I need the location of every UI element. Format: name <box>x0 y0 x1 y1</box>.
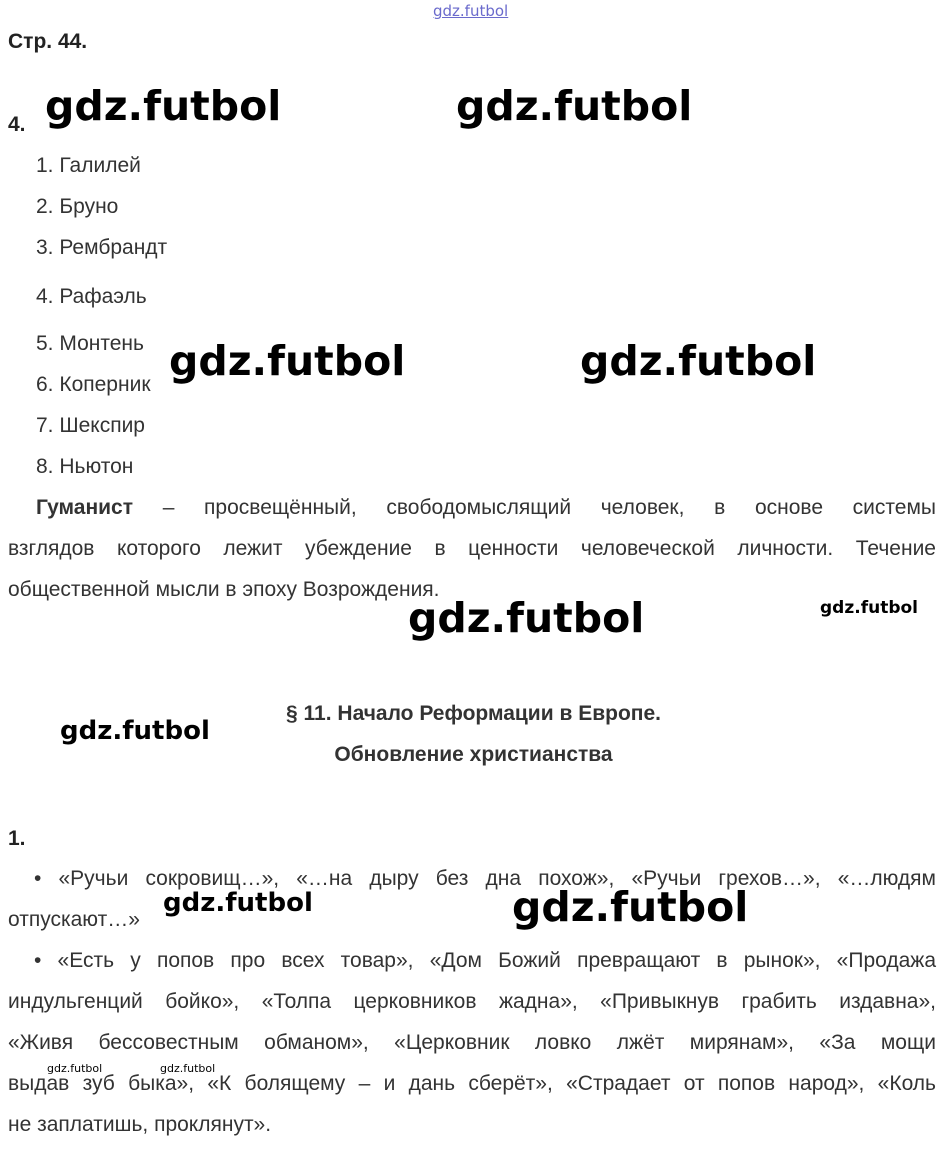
watermark: gdz.futbol <box>456 82 693 130</box>
section-subtitle: Обновление христианства <box>334 743 613 766</box>
watermark: gdz.futbol <box>45 82 282 130</box>
watermark: gdz.futbol <box>512 883 749 931</box>
task-number-4: 4. <box>8 113 26 136</box>
list-item: 2. Бруно <box>36 195 119 218</box>
section-title: § 11. Начало Реформации в Европе. <box>286 702 661 725</box>
list-item: 4. Рафаэль <box>36 285 147 308</box>
list-item: 1. Галилей <box>36 154 141 177</box>
watermark: gdz.futbol <box>163 888 313 918</box>
definition-line: общественной мысли в эпоху Возрождения. <box>8 578 440 601</box>
bullet-paragraph <box>8 858 936 940</box>
list-item: 5. Монтень <box>36 332 144 355</box>
watermark: gdz.futbol <box>60 716 210 746</box>
watermark: gdz.futbol <box>580 337 817 385</box>
bullet-line: индульгенций бойко», «Толпа церковников жадна», «Привыкнув грабить издавна», <box>8 990 936 1013</box>
bullet-line: не заплатишь, проклянут». <box>8 1113 272 1136</box>
task-number-1: 1. <box>8 827 26 850</box>
definition-paragraph <box>8 487 936 610</box>
definition-line <box>8 487 936 528</box>
watermark: gdz.futbol <box>47 1062 103 1075</box>
definition-text: – просвещённый, свободомыслящий человек, в основе системы <box>162 496 936 519</box>
bullet-line: «Живя бессовестным обманом», «Церковник ловко лжёт мирянам», «За мощи <box>8 1031 936 1054</box>
watermark: gdz.futbol <box>160 1062 216 1075</box>
watermark: gdz.futbol <box>408 594 645 642</box>
list-item: 6. Коперник <box>36 373 151 396</box>
bullet-line: выдав зуб быка», «К болящему – и дань сберёт», «Страдает от попов народ», «Коль <box>8 1072 936 1095</box>
page-label: Стр. 44. <box>8 30 88 53</box>
watermark-top: gdz.futbol <box>433 2 509 20</box>
bullet-line: • «Есть у попов про всех товар», «Дом Божий превращают в рынок», «Продажа <box>34 949 936 972</box>
bullet-paragraph <box>8 940 936 1145</box>
list-item: 3. Рембрандт <box>36 236 168 259</box>
watermark: gdz.futbol <box>169 337 406 385</box>
definition-line: взглядов которого лежит убеждение в ценности человеческой личности. Течение <box>8 537 936 560</box>
bullet-line: отпускают…» <box>8 908 140 931</box>
bullet-line: • «Ручьи сокровищ…», «…на дыру без дна похож», «Ручьи грехов…», «…людям <box>34 867 936 890</box>
list-item: 7. Шекспир <box>36 414 145 437</box>
definition-term: Гуманист <box>36 496 134 519</box>
list-item: 8. Ньютон <box>36 455 134 478</box>
watermark: gdz.futbol <box>820 598 918 618</box>
